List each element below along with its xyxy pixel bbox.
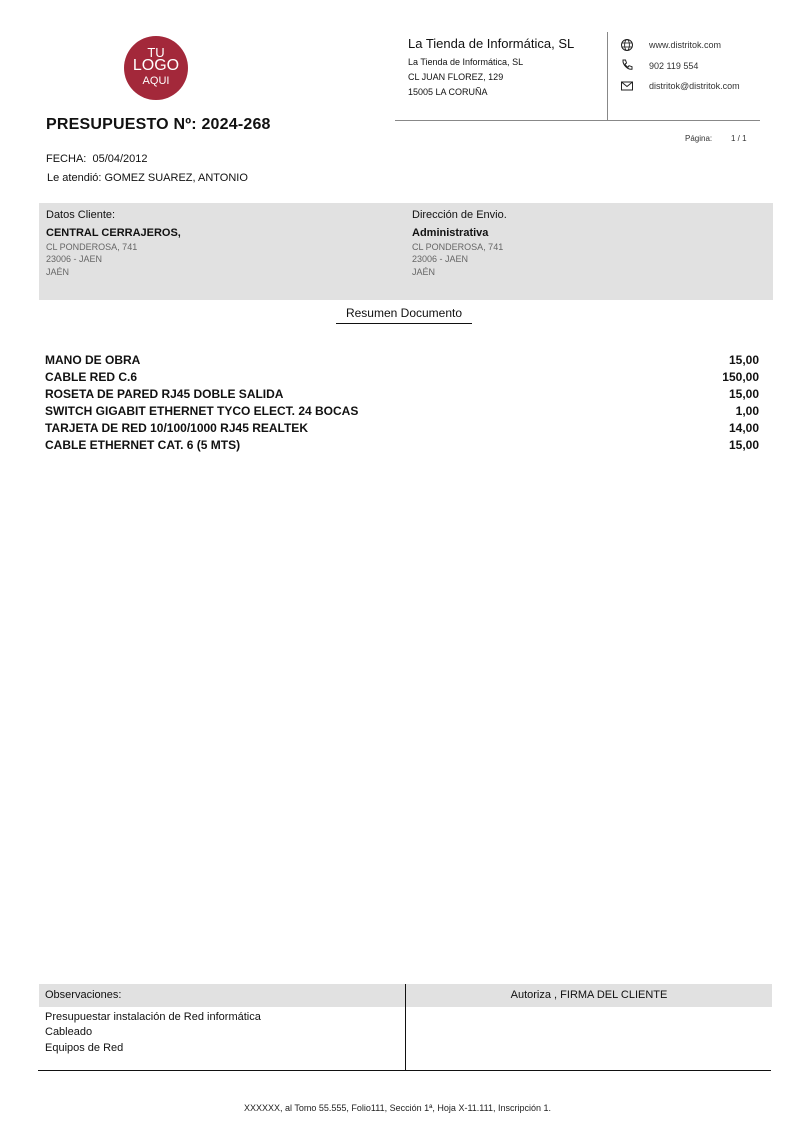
client-address: CL PONDEROSA, 741 <box>46 242 138 252</box>
client-panel <box>39 203 773 300</box>
date-label: FECHA: <box>46 153 87 165</box>
company-name: La Tienda de Informática, SL <box>408 36 575 51</box>
globe-icon <box>620 38 634 52</box>
line-item-amount: 14,00 <box>728 421 759 435</box>
line-item <box>45 421 759 438</box>
client-label: Datos Cliente: <box>46 209 116 221</box>
observation-line: Presupuestar instalación de Red informática <box>45 1011 261 1023</box>
line-item <box>45 438 759 455</box>
attended-label: Le atendió: <box>47 172 102 184</box>
line-item-description: CABLE ETHERNET CAT. 6 (5 MTS) <box>45 438 241 452</box>
line-item <box>45 387 759 404</box>
line-item <box>45 404 759 421</box>
line-item-description: TARJETA DE RED 10/100/1000 RJ45 REALTEK <box>45 421 308 435</box>
logo-text-line1: TU <box>147 45 165 60</box>
attended-row <box>47 172 248 184</box>
company-address: CL JUAN FLOREZ, 129 <box>408 72 504 82</box>
footer-divider-vertical <box>405 984 406 1070</box>
shipping-province: JAÉN <box>412 267 436 277</box>
observation-line: Cableado <box>45 1026 93 1038</box>
line-item-description: ROSETA DE PARED RJ45 DOBLE SALIDA <box>45 387 284 401</box>
line-item-amount: 15,00 <box>728 387 759 401</box>
logo-text-line3: AQUI <box>142 75 170 87</box>
date-value: 05/04/2012 <box>92 153 148 165</box>
signature-label: Autoriza , FIRMA DEL CLIENTE <box>510 989 668 1001</box>
shipping-city: 23006 - JAEN <box>412 254 469 264</box>
header-divider-horizontal <box>395 120 760 121</box>
phone-icon <box>620 58 634 72</box>
line-item <box>45 370 759 387</box>
line-item-amount: 1,00 <box>735 404 759 418</box>
logo-text-line2: LOGO <box>132 57 180 74</box>
company-logo <box>124 36 188 100</box>
client-name: CENTRAL CERRAJEROS, <box>46 227 181 239</box>
company-legal-name: La Tienda de Informática, SL <box>408 57 524 67</box>
line-item-description: SWITCH GIGABIT ETHERNET TYCO ELECT. 24 BOCAS <box>45 404 359 418</box>
contact-phone: 902 119 554 <box>649 61 699 71</box>
page-number: 1 / 1 <box>731 134 747 143</box>
line-item-description: MANO DE OBRA <box>45 353 141 367</box>
client-city: 23006 - JAEN <box>46 254 103 264</box>
summary-title: Resumen Documento <box>345 306 463 320</box>
date-row <box>46 153 148 165</box>
signature-header <box>406 984 772 1007</box>
shipping-address: CL PONDEROSA, 741 <box>412 242 504 252</box>
shipping-name: Administrativa <box>412 227 489 239</box>
summary-title-underline <box>336 323 472 324</box>
attended-value: GOMEZ SUAREZ, ANTONIO <box>104 172 248 184</box>
line-item <box>45 353 759 370</box>
contact-email: distritok@distritok.com <box>649 81 740 91</box>
company-city: 15005 LA CORUÑA <box>408 87 488 97</box>
footer-divider-bottom <box>38 1070 771 1071</box>
observation-line: Equipos de Red <box>45 1042 124 1054</box>
line-item-amount: 150,00 <box>722 370 759 384</box>
document-title: PRESUPUESTO Nº: 2024-268 <box>46 116 271 133</box>
header-divider-vertical <box>607 32 608 120</box>
contact-web: www.distritok.com <box>649 40 722 50</box>
observations-header <box>39 984 405 1007</box>
legal-registry-text: XXXXXX, al Tomo 55.555, Folio111, Sección 1ª, Hoja X-11.111, Inscripción 1. <box>243 1103 551 1113</box>
shipping-label: Dirección de Envio. <box>412 209 507 221</box>
line-item-amount: 15,00 <box>728 353 759 367</box>
client-province: JAÉN <box>46 267 70 277</box>
line-item-description: CABLE RED C.6 <box>45 370 138 384</box>
line-item-amount: 15,00 <box>728 438 759 452</box>
page-label: Página: <box>685 134 713 143</box>
observations-label: Observaciones: <box>45 989 122 1001</box>
mail-icon <box>620 79 634 93</box>
